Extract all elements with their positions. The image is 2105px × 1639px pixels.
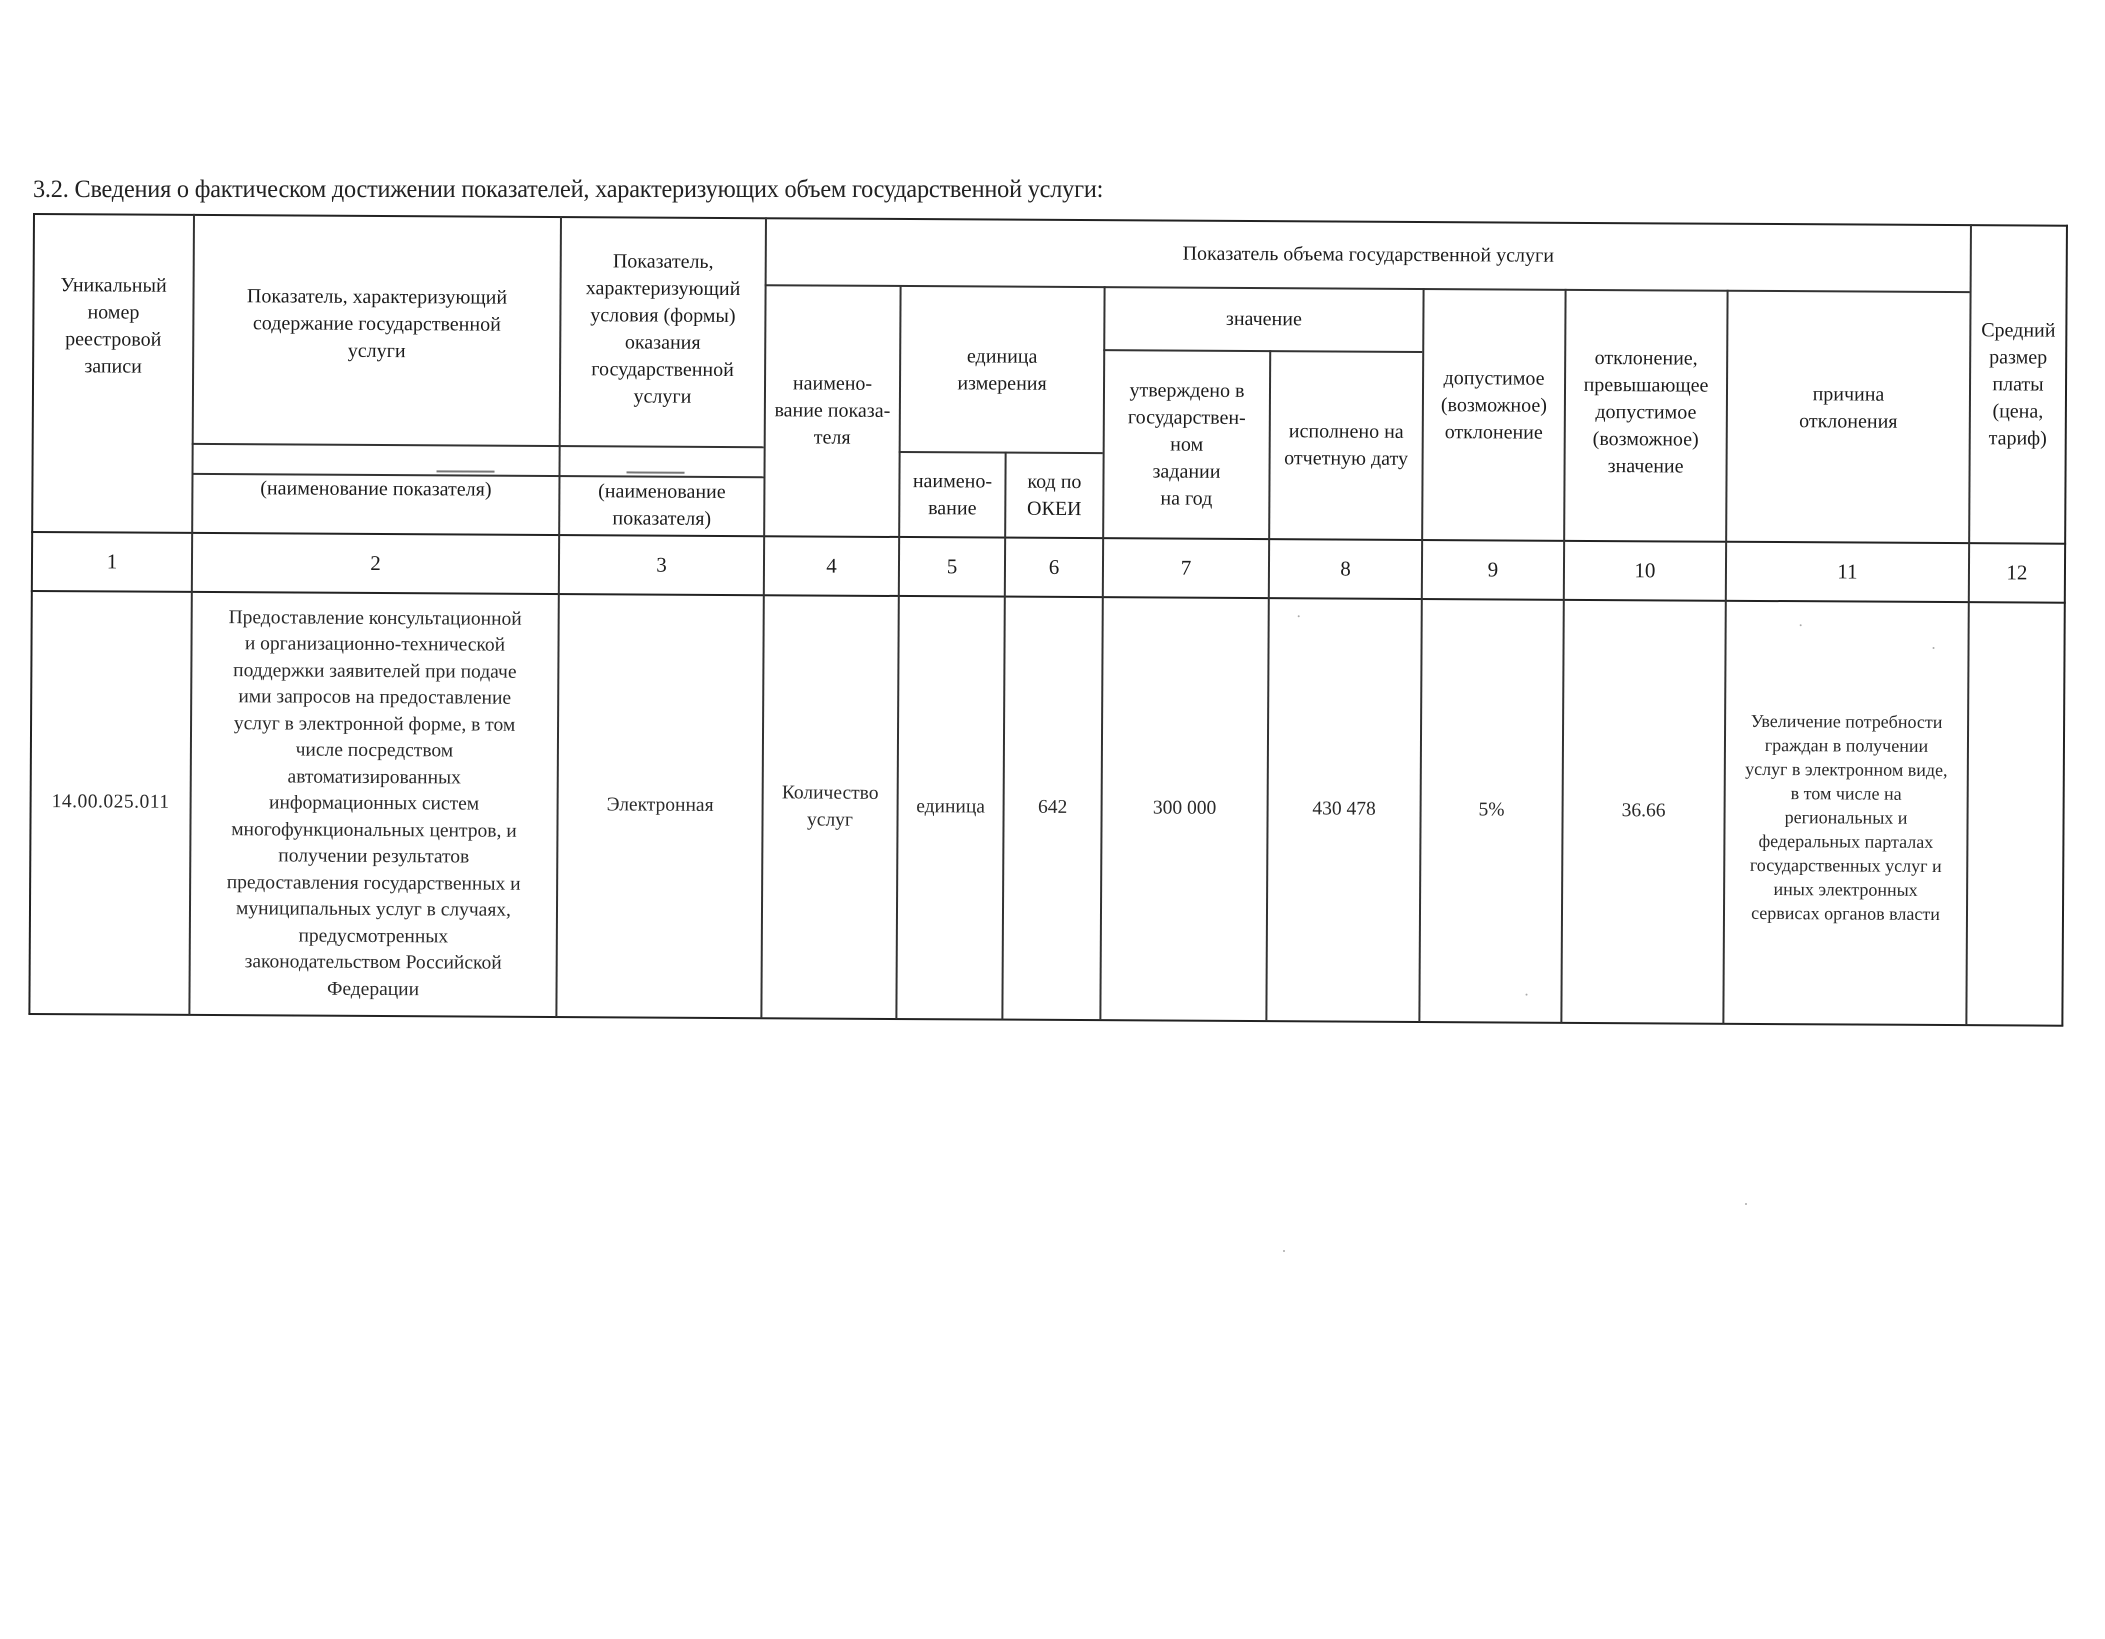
header-allowed-deviation: допустимое (возможное) отклонение bbox=[1440, 367, 1547, 444]
cell-unit-name: единица bbox=[916, 796, 986, 818]
column-number-4: 4 bbox=[826, 553, 837, 578]
scan-speck bbox=[1933, 647, 1935, 649]
cell-average-fee bbox=[1967, 603, 2063, 1025]
header-service-form: Показатель, характеризующий условия (формы) оказания государственной услуги bbox=[585, 250, 741, 408]
column-number-12: 12 bbox=[2006, 560, 2028, 585]
header-volume-group: Показатель объема государственной услуги bbox=[1182, 242, 1555, 267]
column-number-3: 3 bbox=[656, 552, 667, 577]
header-unit-group: единица измерения bbox=[957, 345, 1047, 395]
header-registry-number: Уникальный номер реестровой записи bbox=[60, 274, 167, 378]
header-service-content: Показатель, характеризующий содержание государственной услуги bbox=[246, 285, 508, 363]
header-okei-code: код по ОКЕИ bbox=[1027, 470, 1082, 520]
column-number-6: 6 bbox=[1048, 554, 1060, 579]
header-indicator-name: наимено- вание показа- теля bbox=[774, 372, 891, 449]
cell-approved-annual: 300 000 bbox=[1152, 797, 1217, 820]
scan-speck bbox=[1526, 994, 1528, 996]
column-number-10: 10 bbox=[1634, 558, 1656, 583]
cell-excess-deviation: 36.66 bbox=[1621, 800, 1666, 822]
scan-speck bbox=[1800, 624, 1802, 626]
header-unit-name: наимено- вание bbox=[912, 469, 993, 519]
cell-allowed-deviation: 5% bbox=[1478, 799, 1505, 821]
column-number-9: 9 bbox=[1487, 557, 1499, 582]
col2-sub-line-top bbox=[192, 443, 764, 448]
column-number-7: 7 bbox=[1180, 555, 1192, 580]
cell-okei-code: 642 bbox=[1037, 797, 1068, 819]
cell-actual-reporting: 430 478 bbox=[1312, 798, 1376, 820]
cell-service-content: Предоставление консультационной и организационно-технической поддержки заявителей при подаче ими запросов на предоставление услуг в электронной форме, в том числе посредством автоматизированных информационных систем многофункциональных центров, и получении результатов предоставления государственных и муниципальных услуг в случаях, предусмотренных законодательством Российской Федерации bbox=[226, 606, 522, 1000]
header-deviation-reason: причина отклонения bbox=[1799, 382, 1898, 433]
blank-dash-col3 bbox=[627, 471, 685, 473]
column-number-8: 8 bbox=[1340, 556, 1351, 581]
cell-registry-number: 14.00.025.011 bbox=[51, 791, 170, 814]
scan-speck bbox=[1298, 615, 1300, 617]
section-title: 3.2. Сведения о фактическом достижении показателей, характеризующих объем государственной услуги: bbox=[33, 176, 1104, 203]
header-service-content-sub: (наименование показателя) bbox=[260, 477, 492, 501]
scan-speck bbox=[1745, 1203, 1747, 1205]
header-approved-annual: утверждено в государствен- ном задании на год bbox=[1127, 378, 1246, 510]
column-number-2: 2 bbox=[370, 550, 381, 576]
header-excess-deviation: отклонение, превышающее допустимое (возможное) значение bbox=[1583, 346, 1709, 478]
cell-indicator-name: Количество услуг bbox=[781, 782, 879, 831]
cell-service-form: Электронная bbox=[606, 794, 714, 817]
header-average-fee: Средний размер платы (цена, тариф) bbox=[1981, 318, 2056, 450]
cell-deviation-reason: Увеличение потребности граждан в получении услуг в электронном виде, в том числе на региональных и федеральных парталах государственных услуг и иных электронных сервисах органов власти bbox=[1745, 710, 1948, 924]
header-service-form-sub: (наименование показателя) bbox=[598, 480, 726, 530]
column-number-5: 5 bbox=[946, 554, 958, 579]
header-actual-reporting: исполнено на отчетную дату bbox=[1284, 420, 1409, 470]
scan-speck bbox=[1283, 1250, 1285, 1252]
column-number-11: 11 bbox=[1837, 559, 1858, 584]
header-value-group: значение bbox=[1225, 307, 1302, 331]
blank-dash-col2 bbox=[437, 470, 495, 472]
column-number-1: 1 bbox=[106, 549, 118, 574]
